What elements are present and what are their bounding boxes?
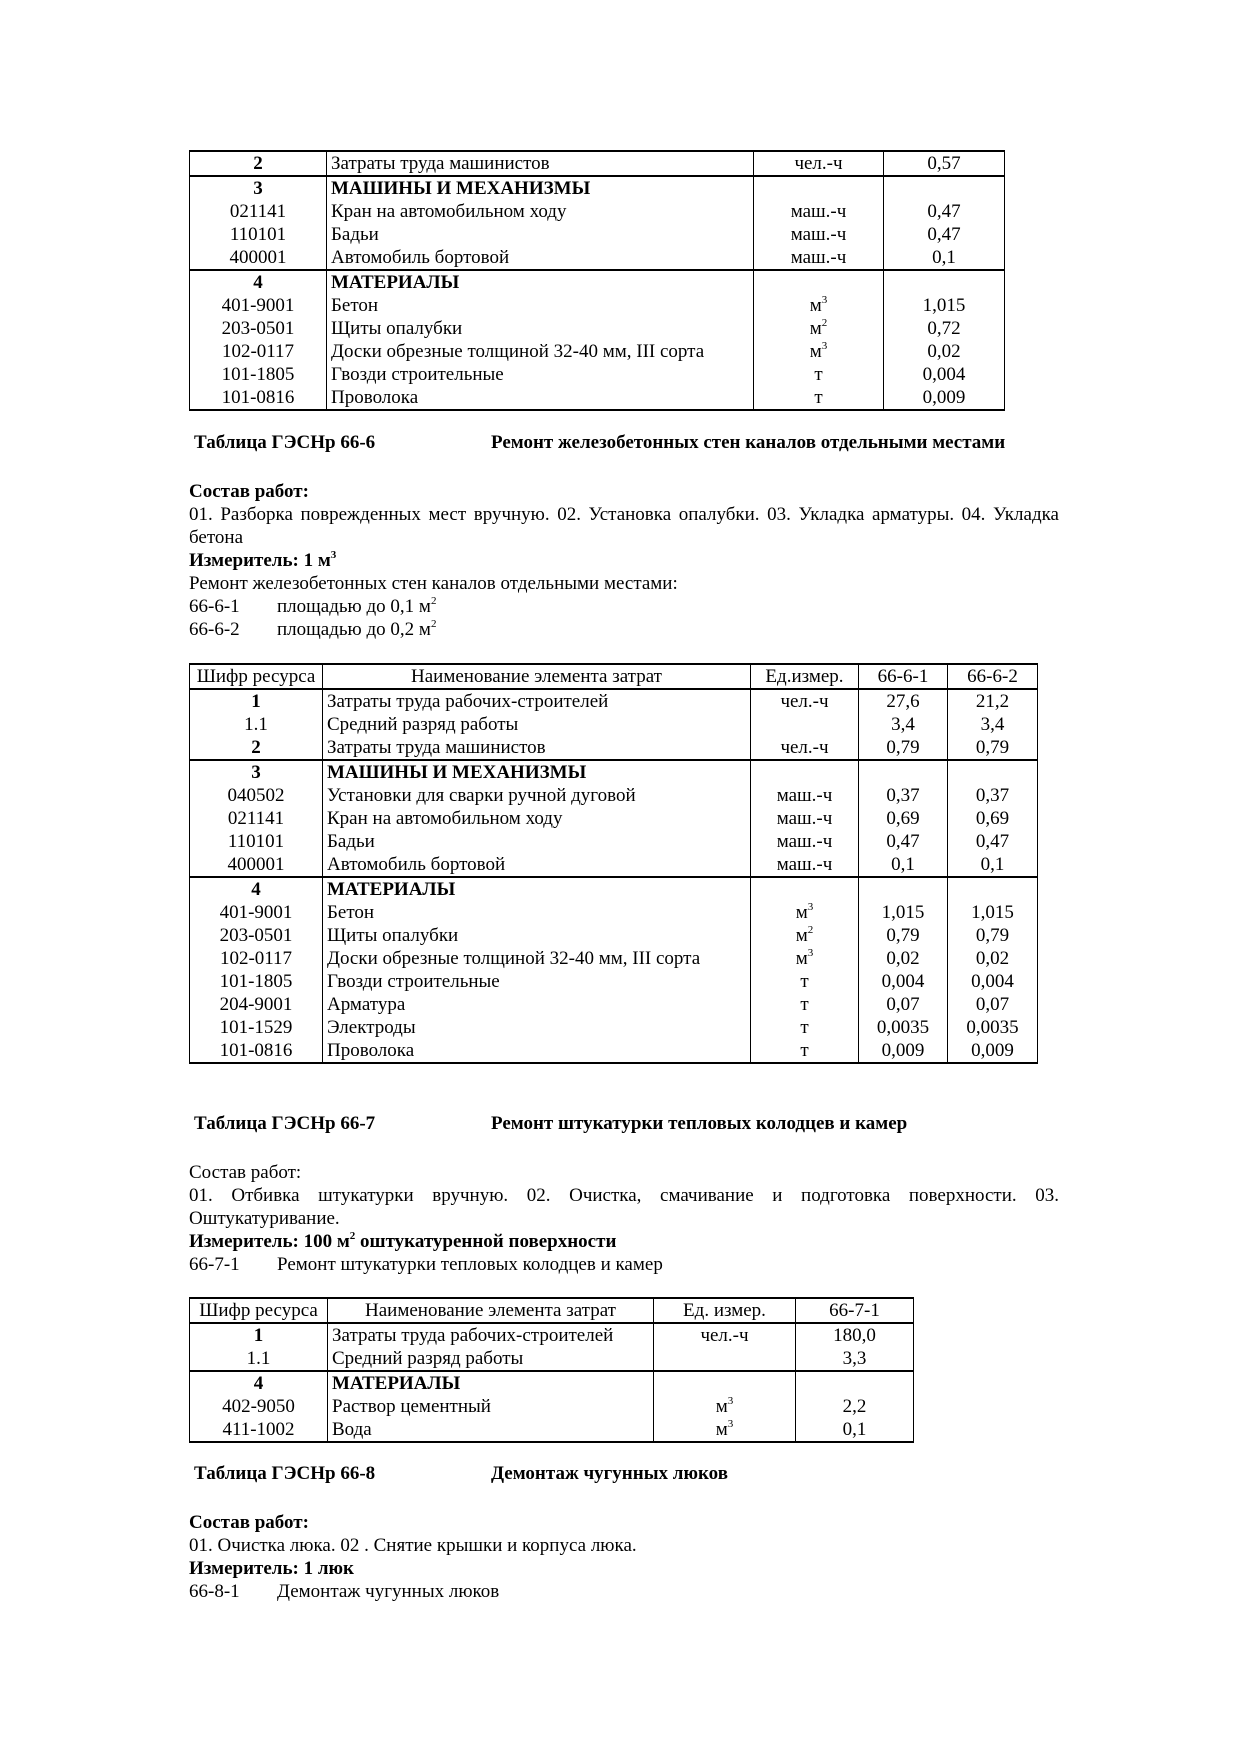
cell-code: 400001 <box>190 853 323 877</box>
table-title: Ремонт железобетонных стен каналов отдельными местами <box>491 432 1006 453</box>
cell-unit: чел.-ч <box>654 1323 796 1347</box>
table-row <box>190 294 1005 317</box>
cell-unit: маш.-ч <box>754 246 884 270</box>
table-header-row <box>190 664 1038 689</box>
cell-code: 1.1 <box>190 1347 328 1371</box>
cell-v1: 0,1 <box>884 246 1005 270</box>
cell-name: Затраты труда машинистов <box>327 151 754 176</box>
table-label: Таблица ГЭСНр 66-8 <box>194 1463 376 1484</box>
cell-unit: маш.-ч <box>754 200 884 223</box>
table-row <box>190 947 1038 970</box>
table-row <box>190 386 1005 410</box>
table-row <box>190 713 1038 736</box>
cell-code: 040502 <box>190 784 323 807</box>
header-cell-name: Наименование элемента затрат <box>328 1298 654 1323</box>
cell-name: Проволока <box>323 1039 751 1063</box>
header-cell-code: Шифр ресурса <box>190 1298 328 1323</box>
cell-code: 1 <box>190 1323 328 1347</box>
cell-v1: 0,72 <box>884 317 1005 340</box>
works-block-66-6 <box>189 480 1059 641</box>
cell-name: Раствор цементный <box>328 1395 654 1418</box>
works-label: Состав работ: <box>189 1512 309 1533</box>
cell-v2: 0,009 <box>948 1039 1038 1063</box>
cell-code: 204-9001 <box>190 993 323 1016</box>
table-row <box>190 223 1005 246</box>
cell-v1: 0,37 <box>859 784 948 807</box>
works-text: 01. Разборка поврежденных мест вручную. 02. Установка опалубки. 03. Укладка арматуры. 04. Укладка бетона <box>189 504 1059 548</box>
cell-code: 4 <box>190 877 323 901</box>
cell-v2: 0,0035 <box>948 1016 1038 1039</box>
cell-unit: $м^3$ <box>751 901 859 924</box>
cell-unit <box>751 760 859 784</box>
resource-table <box>189 150 1005 411</box>
cell-code: 102-0117 <box>190 340 327 363</box>
cell-code: 101-1805 <box>190 363 327 386</box>
cell-code: 203-0501 <box>190 317 327 340</box>
table-heading-66-8 <box>194 1462 728 1485</box>
cell-unit <box>751 713 859 736</box>
cell-name: МАШИНЫ И МЕХАНИЗМЫ <box>323 760 751 784</box>
cell-unit: $м^3$ <box>654 1418 796 1442</box>
cell-name: Щиты опалубки <box>327 317 754 340</box>
cell-v1: 0,0035 <box>859 1016 948 1039</box>
cell-code: 401-9001 <box>190 901 323 924</box>
cell-v1: 1,015 <box>859 901 948 924</box>
cell-unit: чел.-ч <box>751 736 859 760</box>
cell-v2: 0,1 <box>948 853 1038 877</box>
table-row <box>190 176 1005 200</box>
table-row <box>190 200 1005 223</box>
table-row <box>190 317 1005 340</box>
header-cell-v1: 66-7-1 <box>796 1298 914 1323</box>
table-row <box>190 1323 914 1347</box>
cell-unit: $м^2$ <box>751 924 859 947</box>
table-row <box>190 151 1005 176</box>
cell-name: Бадьи <box>323 830 751 853</box>
cell-unit: $м^2$ <box>754 317 884 340</box>
table-row <box>190 270 1005 294</box>
table-title: Демонтаж чугунных люков <box>491 1463 728 1484</box>
table-row <box>190 1371 914 1395</box>
cell-v2 <box>948 760 1038 784</box>
table-title: Ремонт штукатурки тепловых колодцев и камер <box>491 1113 908 1134</box>
works-block-66-8 <box>189 1511 1059 1603</box>
cell-v2: 0,07 <box>948 993 1038 1016</box>
cell-v1: 0,009 <box>859 1039 948 1063</box>
cell-v2: 0,69 <box>948 807 1038 830</box>
cell-v1: 0,1 <box>859 853 948 877</box>
cell-name: Вода <box>328 1418 654 1442</box>
works-block-66-7 <box>189 1161 1059 1276</box>
meter-line: Измеритель: 100 $м^2$ оштукатуренной поверхности <box>189 1230 617 1252</box>
cell-unit: т <box>754 363 884 386</box>
cell-v1: 0,1 <box>796 1418 914 1442</box>
cell-code: 1 <box>190 689 323 713</box>
cell-code: 102-0117 <box>190 947 323 970</box>
cell-code: 101-1529 <box>190 1016 323 1039</box>
cell-code: 101-0816 <box>190 386 327 410</box>
works-text: 01. Отбивка штукатурки вручную. 02. Очистка, смачивание и подготовка поверхности. 03. Оштукатуривание. <box>189 1185 1059 1229</box>
cell-unit: т <box>751 1016 859 1039</box>
cell-code: 402-9050 <box>190 1395 328 1418</box>
cell-unit <box>654 1371 796 1395</box>
cell-v1: 0,004 <box>859 970 948 993</box>
table-row <box>190 993 1038 1016</box>
cell-name: Кран на автомобильном ходу <box>327 200 754 223</box>
cell-code: 411-1002 <box>190 1418 328 1442</box>
cell-name: Кран на автомобильном ходу <box>323 807 751 830</box>
cell-v1: 0,009 <box>884 386 1005 410</box>
cell-v1: 0,79 <box>859 736 948 760</box>
intro-text: Ремонт железобетонных стен каналов отдельными местами: <box>189 573 678 594</box>
table-row <box>190 830 1038 853</box>
resource-table <box>189 663 1038 1064</box>
cell-unit <box>654 1347 796 1371</box>
cell-name: Бетон <box>327 294 754 317</box>
cell-name: Электроды <box>323 1016 751 1039</box>
cell-code: 3 <box>190 760 323 784</box>
cell-name: Доски обрезные толщиной 32-40 мм, III сорта <box>323 947 751 970</box>
cell-v1: 0,47 <box>859 830 948 853</box>
cell-code: 3 <box>190 176 327 200</box>
cell-name: Гвозди строительные <box>323 970 751 993</box>
cell-unit <box>751 877 859 901</box>
cell-name: Установки для сварки ручной дуговой <box>323 784 751 807</box>
cell-code: 203-0501 <box>190 924 323 947</box>
table-row <box>190 1039 1038 1063</box>
table-row <box>190 970 1038 993</box>
header-cell-v2: 66-6-2 <box>948 664 1038 689</box>
cell-unit: т <box>754 386 884 410</box>
cell-unit: $м^3$ <box>654 1395 796 1418</box>
cell-unit: т <box>751 1039 859 1063</box>
cell-code: 021141 <box>190 807 323 830</box>
cell-code: 101-0816 <box>190 1039 323 1063</box>
table-row <box>190 1418 914 1442</box>
cell-code: 101-1805 <box>190 970 323 993</box>
cell-code: 4 <box>190 270 327 294</box>
cell-code: 401-9001 <box>190 294 327 317</box>
cell-code: 021141 <box>190 200 327 223</box>
header-cell-unit: Ед. измер. <box>654 1298 796 1323</box>
cell-v1: 0,47 <box>884 200 1005 223</box>
cell-unit: маш.-ч <box>751 853 859 877</box>
cell-name: Арматура <box>323 993 751 1016</box>
meter-line: Измеритель: 1 $м^3$ <box>189 549 337 571</box>
cell-name: Затраты труда рабочих-строителей <box>323 689 751 713</box>
cell-name: Автомобиль бортовой <box>327 246 754 270</box>
cell-v1: 0,79 <box>859 924 948 947</box>
cell-v2: 0,37 <box>948 784 1038 807</box>
cell-v2: 0,79 <box>948 736 1038 760</box>
cell-name: Бадьи <box>327 223 754 246</box>
cell-code: 2 <box>190 736 323 760</box>
cell-code: 400001 <box>190 246 327 270</box>
cell-v1: 0,02 <box>884 340 1005 363</box>
cell-v2: 1,015 <box>948 901 1038 924</box>
header-cell-name: Наименование элемента затрат <box>323 664 751 689</box>
cell-unit: маш.-ч <box>751 784 859 807</box>
cell-v1: 180,0 <box>796 1323 914 1347</box>
cell-v1: 0,02 <box>859 947 948 970</box>
cell-unit: чел.-ч <box>754 151 884 176</box>
cell-unit: чел.-ч <box>751 689 859 713</box>
cell-v2: 0,47 <box>948 830 1038 853</box>
table-row <box>190 1347 914 1371</box>
cell-v1 <box>859 760 948 784</box>
cell-name: МАТЕРИАЛЫ <box>328 1371 654 1395</box>
cell-code: 2 <box>190 151 327 176</box>
cell-v1: 27,6 <box>859 689 948 713</box>
cell-name: Гвозди строительные <box>327 363 754 386</box>
cell-name: МАТЕРИАЛЫ <box>323 877 751 901</box>
cell-code: 4 <box>190 1371 328 1395</box>
table-row <box>190 1395 914 1418</box>
cell-name: Затраты труда машинистов <box>323 736 751 760</box>
cell-unit: маш.-ч <box>751 830 859 853</box>
works-text: 01. Очистка люка. 02 . Снятие крышки и корпуса люка. <box>189 1535 637 1556</box>
table-row <box>190 689 1038 713</box>
item-line: 66-8-1 Демонтаж чугунных люков <box>189 1581 500 1602</box>
cell-v2: 21,2 <box>948 689 1038 713</box>
cell-v1: 0,57 <box>884 151 1005 176</box>
cell-unit: маш.-ч <box>754 223 884 246</box>
table-header-row <box>190 1298 914 1323</box>
cell-unit: маш.-ч <box>751 807 859 830</box>
table-label: Таблица ГЭСНр 66-6 <box>194 432 376 453</box>
cell-name: Бетон <box>323 901 751 924</box>
cell-v1: 0,07 <box>859 993 948 1016</box>
cell-v2: 0,79 <box>948 924 1038 947</box>
cell-name: МАШИНЫ И МЕХАНИЗМЫ <box>327 176 754 200</box>
cell-v1 <box>884 176 1005 200</box>
resource-table <box>189 1297 914 1443</box>
table-row <box>190 877 1038 901</box>
cell-code: 1.1 <box>190 713 323 736</box>
works-label: Состав работ: <box>189 481 309 502</box>
cell-name: Доски обрезные толщиной 32-40 мм, III сорта <box>327 340 754 363</box>
header-cell-unit: Ед.измер. <box>751 664 859 689</box>
header-cell-v1: 66-6-1 <box>859 664 948 689</box>
table-66-5-continuation <box>189 150 1005 411</box>
cell-name: Проволока <box>327 386 754 410</box>
cell-name: Затраты труда рабочих-строителей <box>328 1323 654 1347</box>
cell-v1: 2,2 <box>796 1395 914 1418</box>
cell-name: Средний разряд работы <box>323 713 751 736</box>
cell-v1: 3,4 <box>859 713 948 736</box>
item-line: 66-6-2 площадью до 0,2 $м^2$ <box>189 618 437 640</box>
table-row <box>190 924 1038 947</box>
cell-v1: 3,3 <box>796 1347 914 1371</box>
cell-v2: 3,4 <box>948 713 1038 736</box>
cell-v1 <box>859 877 948 901</box>
cell-unit: $м^3$ <box>751 947 859 970</box>
header-cell-code: Шифр ресурса <box>190 664 323 689</box>
table-row <box>190 1016 1038 1039</box>
item-line: 66-6-1 площадью до 0,1 $м^2$ <box>189 595 437 617</box>
table-row <box>190 901 1038 924</box>
cell-v1: 1,015 <box>884 294 1005 317</box>
cell-v2 <box>948 877 1038 901</box>
cell-unit: $м^3$ <box>754 294 884 317</box>
table-heading-66-6 <box>194 431 1005 454</box>
cell-name: Средний разряд работы <box>328 1347 654 1371</box>
cell-name: Автомобиль бортовой <box>323 853 751 877</box>
table-row <box>190 784 1038 807</box>
cell-v2: 0,004 <box>948 970 1038 993</box>
cell-v2: 0,02 <box>948 947 1038 970</box>
table-66-6 <box>189 663 1038 1064</box>
cell-v1 <box>884 270 1005 294</box>
table-row <box>190 246 1005 270</box>
works-label: Состав работ: <box>189 1162 302 1183</box>
cell-unit <box>754 270 884 294</box>
table-row <box>190 340 1005 363</box>
table-row <box>190 760 1038 784</box>
cell-name: МАТЕРИАЛЫ <box>327 270 754 294</box>
table-row <box>190 736 1038 760</box>
table-row <box>190 853 1038 877</box>
cell-name: Щиты опалубки <box>323 924 751 947</box>
item-line: 66-7-1 Ремонт штукатурки тепловых колодцев и камер <box>189 1254 663 1275</box>
cell-code: 110101 <box>190 223 327 246</box>
cell-code: 110101 <box>190 830 323 853</box>
table-66-7 <box>189 1297 914 1443</box>
cell-v1: 0,004 <box>884 363 1005 386</box>
cell-v1: 0,47 <box>884 223 1005 246</box>
cell-unit: т <box>751 993 859 1016</box>
cell-unit: т <box>751 970 859 993</box>
cell-unit: $м^3$ <box>754 340 884 363</box>
meter-line: Измеритель: 1 люк <box>189 1558 354 1579</box>
cell-unit <box>754 176 884 200</box>
table-row <box>190 807 1038 830</box>
cell-v1: 0,69 <box>859 807 948 830</box>
table-heading-66-7 <box>194 1112 907 1135</box>
table-row <box>190 363 1005 386</box>
table-label: Таблица ГЭСНр 66-7 <box>194 1113 376 1134</box>
cell-v1 <box>796 1371 914 1395</box>
